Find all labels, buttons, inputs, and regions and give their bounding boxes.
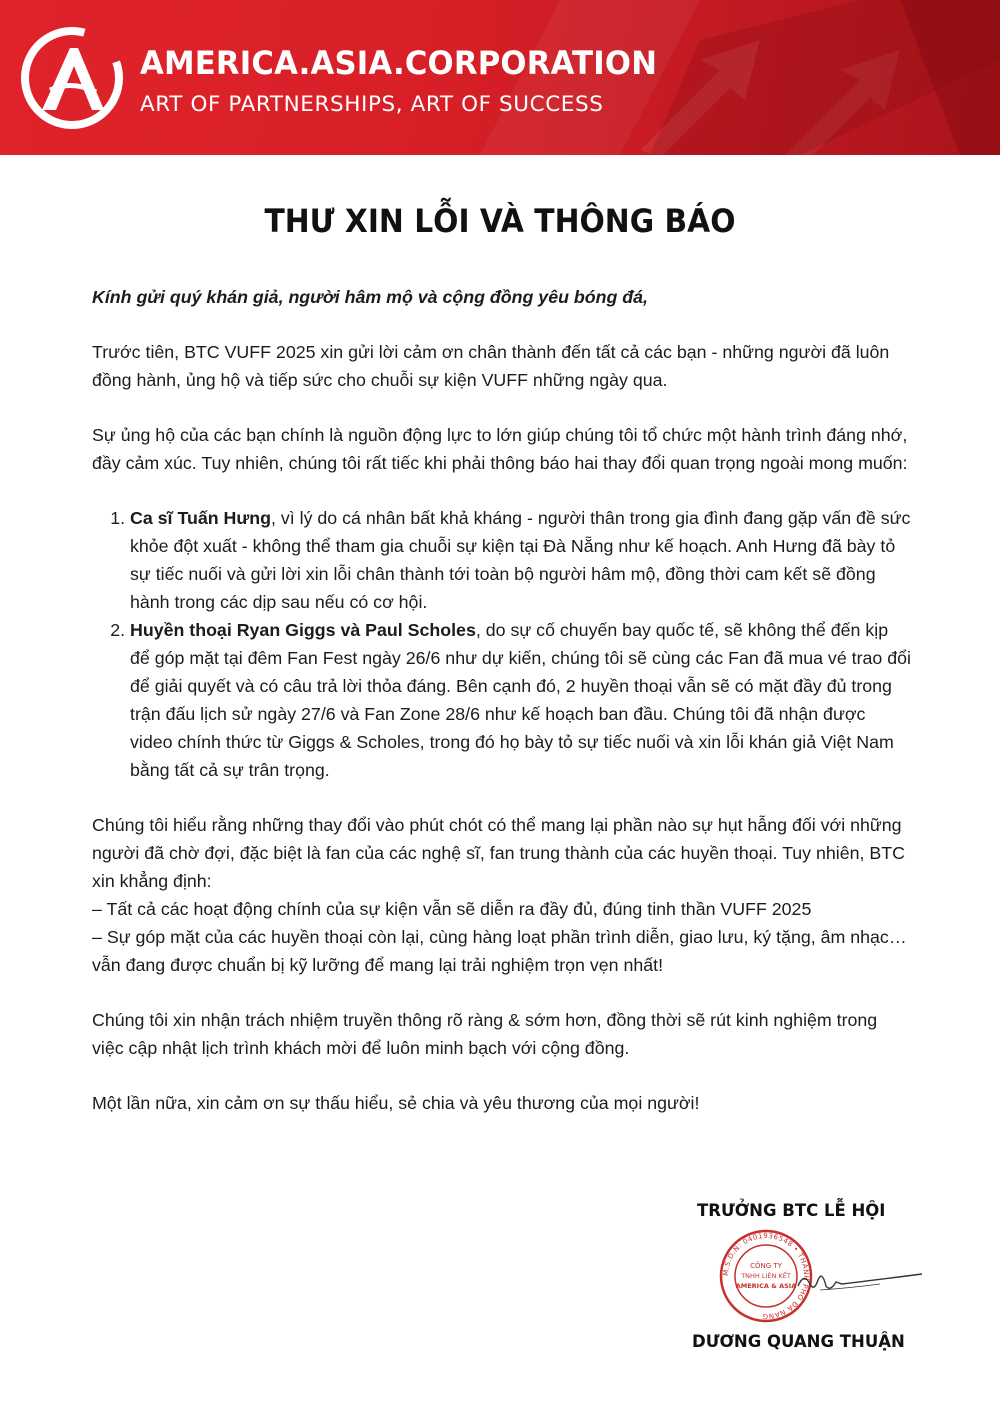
affirm-point-1: – Tất cả các hoạt động chính của sự kiện vẫn sẽ diễn ra đầy đủ, đúng tinh thần VUFF 2025 xyxy=(92,899,812,919)
list-item-text: , do sự cố chuyến bay quốc tế, sẽ không thể đến kịp để góp mặt tại đêm Fan Fest ngày 26/6 như dự kiến, chúng tôi sẽ cùng các Fan đã mua vé trao đổi để giải quyết và có câu trả lời thỏa đáng. Bên cạnh đó, 2 huyền thoại vẫn sẽ có mặt đầy đủ trong trận đấu lịch sử ngày 27/6 và Fan Zone 28/6 như kế hoạch ban đầu. Chúng tôi đã nhận được video chính thức từ Giggs & Scholes, trong đó họ bày tỏ sự tiếc nuối và xin lỗi khán giả Việt Nam bằng tất cả sự trân trọng. xyxy=(130,620,911,780)
svg-text:AMERICA & ASIA: AMERICA & ASIA xyxy=(735,1282,797,1290)
salutation: Kính gửi quý khán giả, người hâm mộ và cộng đồng yêu bóng đá, xyxy=(92,287,648,307)
letter-title: THƯ XIN LỖI VÀ THÔNG BÁO xyxy=(264,202,736,240)
paragraph-thanks: Một lần nữa, xin cảm ơn sự thấu hiểu, sẻ chia và yêu thương của mọi người! xyxy=(92,1093,700,1113)
affirm-intro: Chúng tôi hiểu rằng những thay đổi vào phút chót có thể mang lại phần nào sự hụt hẫng đối với những người đã chờ đợi, đặc biệt là fan của các nghệ sĩ, fan trung thành của các huyền thoại. Tuy nhiên, BTC xin khẳng định: xyxy=(92,815,905,891)
company-logo-icon xyxy=(20,26,124,130)
affirm-point-2: – Sự góp mặt của các huyền thoại còn lại, cùng hàng loạt phần trình diễn, giao lưu, ký tặng, âm nhạc… vẫn đang được chuẩn bị kỹ lưỡng để mang lại trải nghiệm trọn vẹn nhất! xyxy=(92,927,907,975)
paragraph-affirm xyxy=(92,811,912,979)
list-item xyxy=(130,616,912,784)
handwritten-signature xyxy=(790,1262,925,1302)
svg-text:CÔNG TY: CÔNG TY xyxy=(750,1262,782,1270)
paragraph-intro: Trước tiên, BTC VUFF 2025 xin gửi lời cảm ơn chân thành đến tất cả các bạn - những người đã luôn đồng hành, ủng hộ và tiếp sức cho chuỗi sự kiện VUFF những ngày qua. xyxy=(92,342,890,390)
letter-body xyxy=(92,283,912,1144)
svg-text:M.S.D.N: 0401936548 • THÀNH PH: M.S.D.N: 0401936548 • THÀNH PHỐ ĐÀ NẴNG xyxy=(721,1231,811,1321)
list-item xyxy=(130,504,912,616)
list-item-bold: Huyền thoại Ryan Giggs và Paul Scholes xyxy=(130,620,476,640)
change-list xyxy=(92,504,912,784)
list-item-bold: Ca sĩ Tuấn Hưng xyxy=(130,508,271,528)
brand-name: AMERICA.ASIA.CORPORATION xyxy=(140,44,658,82)
paragraph-notice: Sự ủng hộ của các bạn chính là nguồn động lực to lớn giúp chúng tôi tổ chức một hành trình đáng nhớ, đầy cảm xúc. Tuy nhiên, chúng tôi rất tiếc khi phải thông báo hai thay đổi quan trọng ngoài mong muốn: xyxy=(92,425,908,473)
signatory-name: DƯƠNG QUANG THUẬN xyxy=(692,1332,905,1351)
signatory-title: TRƯỞNG BTC LỄ HỘI xyxy=(697,1201,886,1220)
list-item-text: , vì lý do cá nhân bất khả kháng - người thân trong gia đình đang gặp vấn đề sức khỏe đột xuất - không thể tham gia chuỗi sự kiện tại Đà Nẵng như kế hoạch. Anh Hưng đã bày tỏ sự tiếc nuối và gửi lời xin lỗi chân thành tới toàn bộ người hâm mộ, đồng thời cam kết sẽ đồng hành trong các dịp sau nếu có cơ hội. xyxy=(130,508,911,612)
svg-text:TNHH LIÊN KẾT: TNHH LIÊN KẾT xyxy=(741,1272,791,1280)
letterhead-banner xyxy=(0,0,1000,155)
paragraph-responsibility: Chúng tôi xin nhận trách nhiệm truyền thông rõ ràng & sớm hơn, đồng thời sẽ rút kinh nghiệm trong việc cập nhật lịch trình khách mời để luôn minh bạch với cộng đồng. xyxy=(92,1010,878,1058)
brand-slogan: ART OF PARTNERSHIPS, ART OF SUCCESS xyxy=(140,92,604,117)
